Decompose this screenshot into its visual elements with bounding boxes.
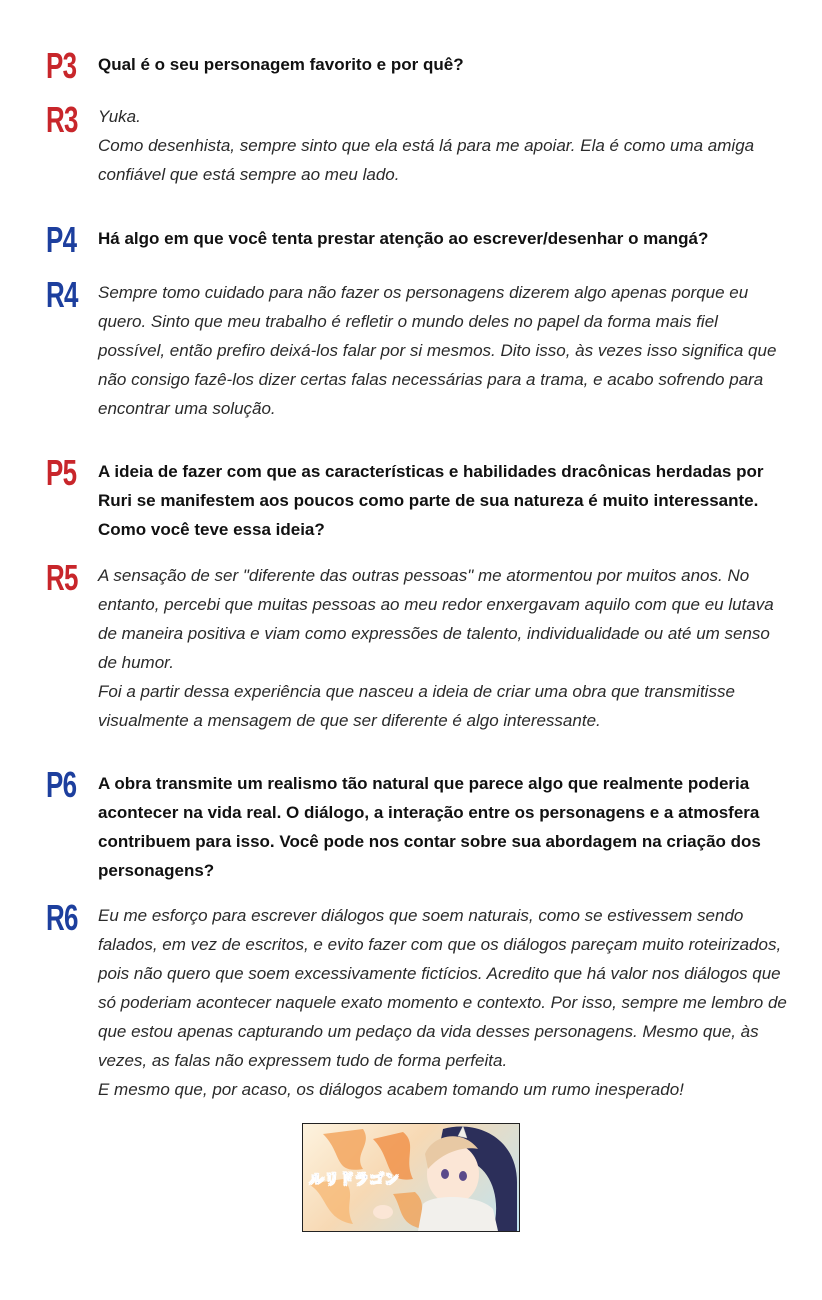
answer-text: Eu me esforço para escrever diálogos que soem naturais, como se estivessem sendo falados, em vez de escritos, e evito fazer com que os diálogos pareçam muito roteirizados, pois não quero que soem excessivamente fictícios. Acredito que há valor nos diálogos que só poderiam acontecer naquele exato momento e contexto. Por isso, sempre me lembro de que estou apenas capturando um pedaço da vida desses personagens. Mesmo que, às vezes, as falas não expressem tudo de forma perfeita. E mesmo que, por acaso, os diálogos acabem tomando um rumo inesperado! [98, 906, 787, 1099]
question-tag: P5 [46, 452, 77, 493]
answer-tag: R5 [46, 557, 78, 598]
question-text: A ideia de fazer com que as características e habilidades dracônicas herdadas por Ruri se manifestem aos poucos como parte de sua natureza é muito interessante. Como você teve essa ideia? [98, 462, 764, 539]
question-tag: P3 [46, 45, 77, 86]
answer-text: Sempre tomo cuidado para não fazer os personagens dizerem algo apenas porque eu quero. Sinto que meu trabalho é refletir o mundo deles no papel da forma mais fiel possível, então prefiro deixá-los falar por si mesmos. Dito isso, às vezes isso significa que não consigo fazê-los dizer certas falas necessárias para a trama, e acabo sofrendo para encontrar uma solução. [98, 283, 777, 418]
answer-tag: R3 [46, 99, 78, 140]
answer-text: Yuka. Como desenhista, sempre sinto que ela está lá para me apoiar. Ela é como uma amiga confiável que está sempre ao meu lado. [98, 107, 755, 184]
question-text: Há algo em que você tenta prestar atenção ao escrever/desenhar o mangá? [98, 229, 709, 248]
question-text: A obra transmite um realismo tão natural que parece algo que realmente poderia acontecer na vida real. O diálogo, a interação entre os personagens e a atmosfera contribuem para isso. Você pode nos contar sobre sua abordagem na criação dos personagens? [98, 774, 761, 880]
answer-text: A sensação de ser "diferente das outras pessoas" me atormentou por muitos anos. No entanto, percebi que muitas pessoas ao meu redor enxergavam aquilo com que eu lutava de maneira positiva e viam como expressões de talento, individualidade ou até um senso de humor. Foi a partir dessa experiência que nasceu a ideia de criar uma obra que transmitisse visualmente a mensagem de que ser diferente é algo interessante. [98, 566, 774, 730]
question-tag: P4 [46, 219, 77, 260]
manga-banner-image [302, 1123, 520, 1232]
banner-logo-text: ルリドラゴン [309, 1170, 400, 1188]
question-tag: P6 [46, 764, 77, 805]
question-text: Qual é o seu personagem favorito e por quê? [98, 55, 464, 74]
answer-tag: R6 [46, 897, 78, 938]
answer-tag: R4 [46, 274, 78, 315]
